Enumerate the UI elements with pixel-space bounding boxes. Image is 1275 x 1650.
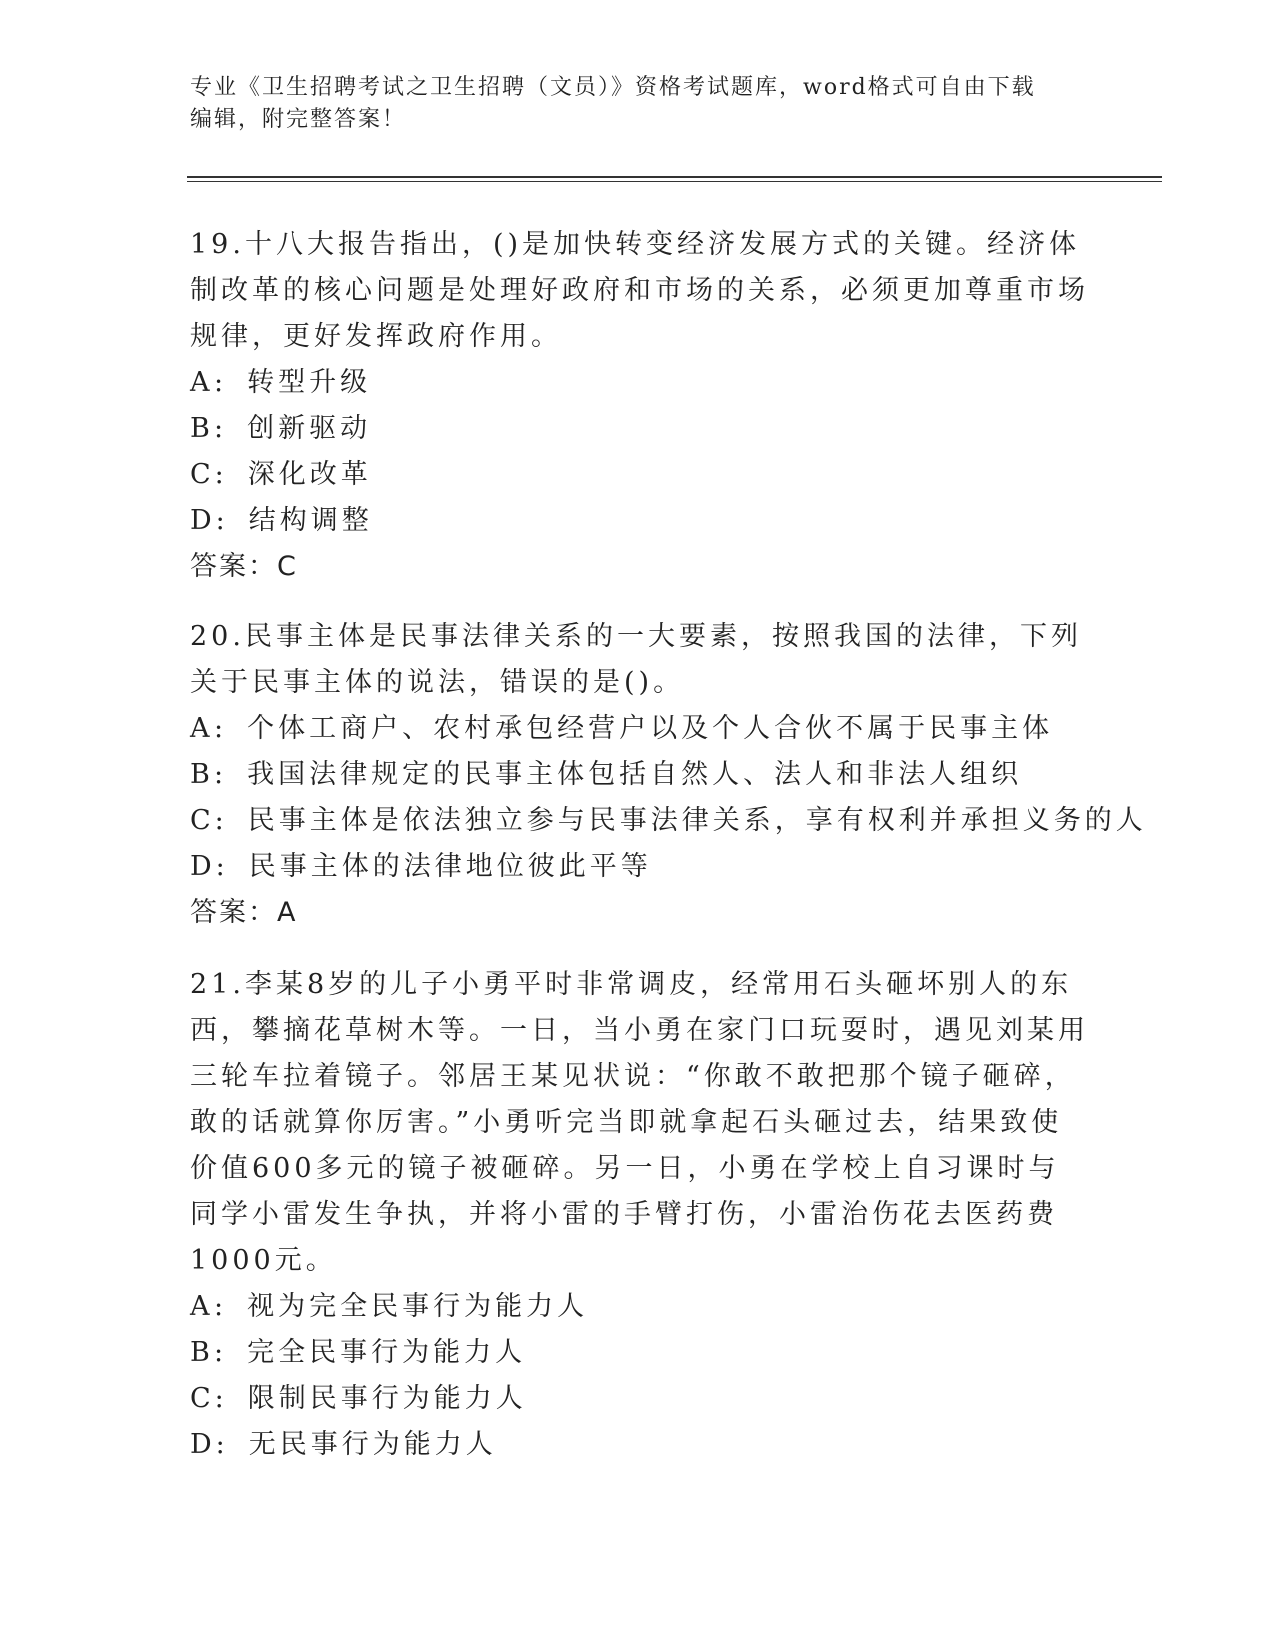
option-a: A: 视为完全民事行为能力人 [190,1291,589,1322]
option-b: B: 完全民事行为能力人 [190,1337,527,1368]
option-b: B: 我国法律规定的民事主体包括自然人、法人和非法人组织 [190,759,1023,790]
option-d: D: 民事主体的法律地位彼此平等 [190,851,652,882]
question-21 [190,962,1090,1468]
option-c: C: 限制民事行为能力人 [190,1383,527,1414]
option-a: A: 转型升级 [190,367,372,398]
option-c: C: 民事主体是依法独立参与民事法律关系，享有权利并承担义务的人 [190,805,1147,836]
question-19 [190,222,1090,590]
answer-label: 答案：A [190,897,298,928]
header-divider-thick [187,176,1162,178]
answer-label: 答案：C [190,551,298,582]
option-a: A: 个体工商户、农村承包经营户以及个人合伙不属于民事主体 [190,713,1054,744]
option-d: D: 无民事行为能力人 [190,1429,497,1460]
header-line-1: 专业《卫生招聘考试之卫生招聘（文员）》资格考试题库，word格式可自由下载 [190,75,1036,100]
option-c: C: 深化改革 [190,459,372,490]
question-stem: 19.十八大报告指出，()是加快转变经济发展方式的关键。经济体制改革的核心问题是处理好政府和市场的关系，必须更加尊重市场规律，更好发挥政府作用。 [190,229,1089,352]
option-b: B: 创新驱动 [190,413,372,444]
header-divider-thin [187,181,1162,182]
question-stem: 20.民事主体是民事法律关系的一大要素，按照我国的法律，下列关于民事主体的说法，错误的是()。 [190,621,1082,698]
document-header [190,72,1090,136]
question-stem: 21.李某8岁的儿子小勇平时非常调皮，经常用石头砸坏别人的东西，攀摘花草树木等。一日，当小勇在家门口玩耍时，遇见刘某用三轮车拉着镜子。邻居王某见状说：“你敢不敢把那个镜子砸碎，敢的话就算你厉害。”小勇听完当即就拿起石头砸过去，结果致使价值600多元的镜子被砸碎。另一日，小勇在学校上自习课时与同学小雷发生争执，并将小雷的手臂打伤，小雷治伤花去医药费1000元。 [190,969,1089,1276]
header-line-2: 编辑，附完整答案！ [190,107,407,132]
option-d: D: 结构调整 [190,505,373,536]
question-20 [190,614,1147,936]
